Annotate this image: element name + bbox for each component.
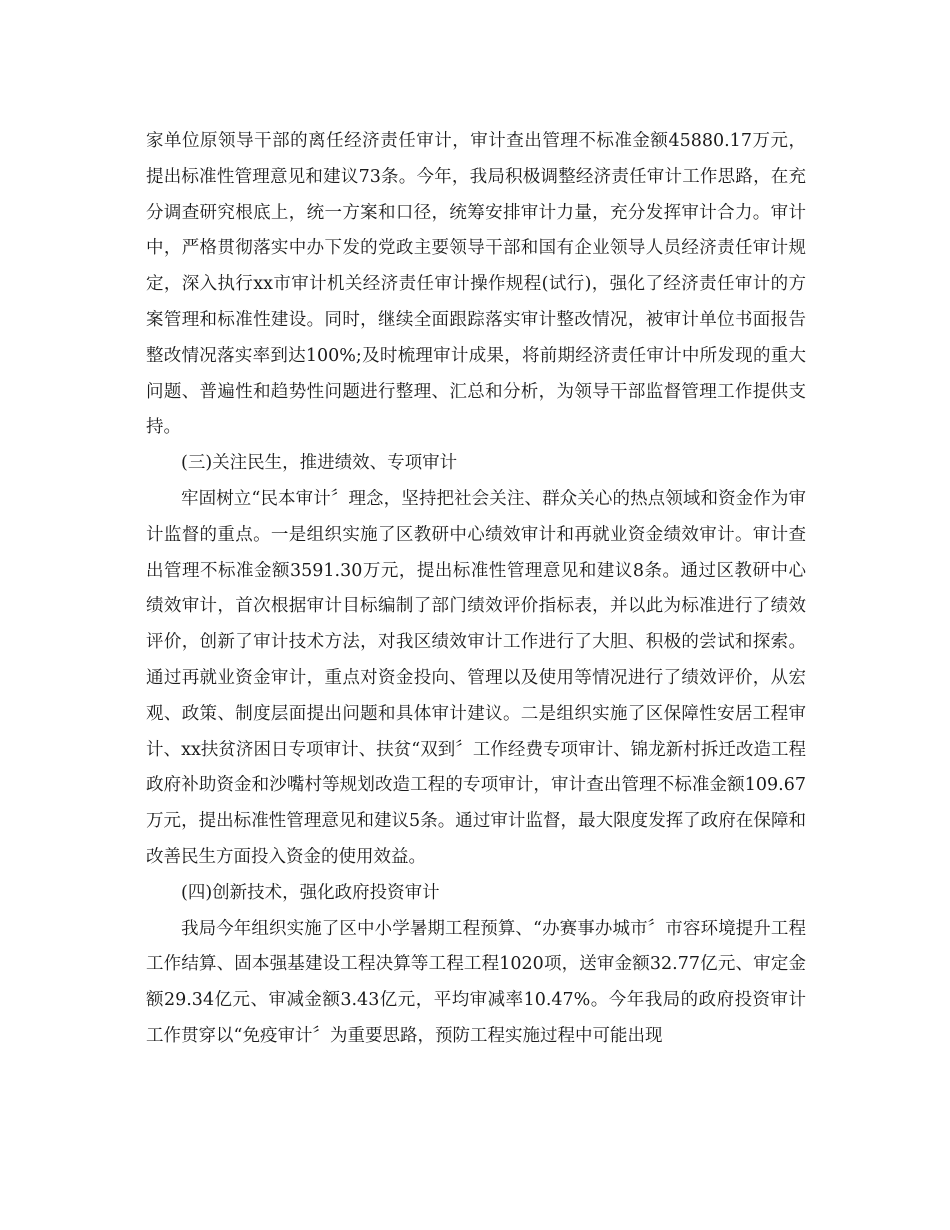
section-heading-livelihood-audit: (三)关注民生，推进绩效、专项审计	[181, 453, 458, 474]
document-body	[146, 124, 806, 1055]
paragraph-investment-audit: 我局今年组织实施了区中小学暑期工程预算、“办赛事办城市〞市容环境提升工程工作结算、固本强基建设工程决算等工程工程1020项，送审金额32.77亿元、审定金额29.34亿元、审减金额3.43亿元，平均审减率10.47%。今年我局的政府投资审计工作贯穿以“免疫审计〞为重要思路，预防工程实施过程中可能出现	[146, 918, 806, 1046]
paragraph-economic-responsibility-audit: 家单位原领导干部的离任经济责任审计，审计查出管理不标准金额45880.17万元，提出标准性管理意见和建议73条。今年，我局积极调整经济责任审计工作思路，在充分调查研究根底上，统一方案和口径，统筹安排审计力量，充分发挥审计合力。审计中，严格贯彻落实中办下发的党政主要领导干部和国有企业领导人员经济责任审计规定，深入执行xx市审计机关经济责任审计操作规程(试行)，强化了经济责任审计的方案管理和标准性建设。同时，继续全面跟踪落实审计整改情况，被审计单位书面报告整改情况落实率到达100%;及时梳理审计成果，将前期经济责任审计中所发现的重大问题、普遍性和趋势性问题进行整理、汇总和分析，为领导干部监督管理工作提供支持。	[146, 131, 806, 438]
section-heading-investment-audit: (四)创新技术，强化政府投资审计	[181, 882, 440, 903]
paragraph-livelihood-audit: 牢固树立“民本审计〞理念，坚持把社会关注、群众关心的热点领域和资金作为审计监督的重点。一是组织实施了区教研中心绩效审计和再就业资金绩效审计。审计查出管理不标准金额3591.30万元，提出标准性管理意见和建议8条。通过区教研中心绩效审计，首次根据审计目标编制了部门绩效评价指标表，并以此为标准进行了绩效评价，创新了审计技术方法，对我区绩效审计工作进行了大胆、积极的尝试和探索。通过再就业资金审计，重点对资金投向、管理以及使用等情况进行了绩效评价，从宏观、政策、制度层面提出问题和具体审计建议。二是组织实施了区保障性安居工程审计、xx扶贫济困日专项审计、扶贫“双到〞工作经费专项审计、锦龙新村拆迁改造工程政府补助资金和沙嘴村等规划改造工程的专项审计，审计查出管理不标准金额109.67万元，提出标准性管理意见和建议5条。通过审计监督，最大限度发挥了政府在保障和改善民生方面投入资金的使用效益。	[146, 488, 806, 867]
